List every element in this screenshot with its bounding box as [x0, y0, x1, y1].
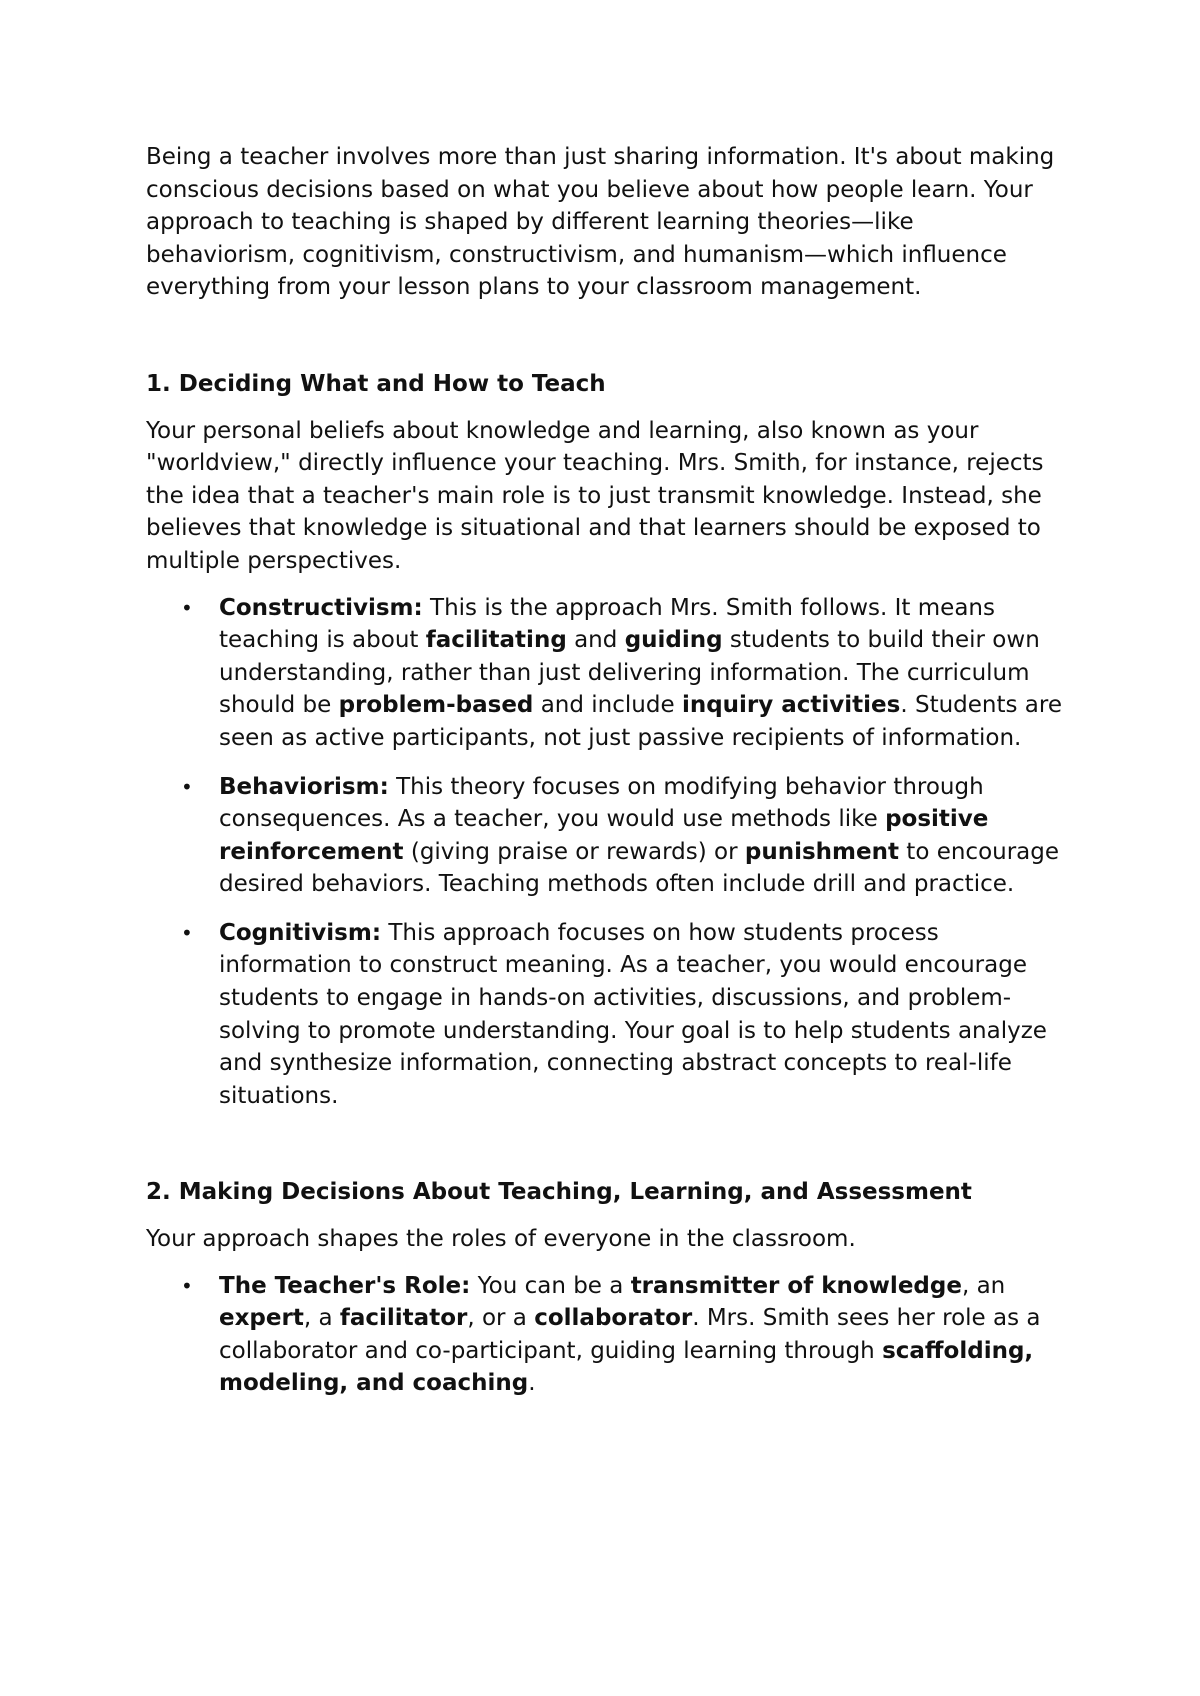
emphasis-text: facilitating: [425, 627, 567, 654]
bullet-list: [146, 1270, 1066, 1400]
section-lead-paragraph: Your personal beliefs about knowledge and learning, also known as your "worldview," directly influence your teaching. Mrs. Smith, for instance, rejects the idea that a teacher's main role is to just transmit knowledge. Instead, she believes that knowledge is situational and that learners should be exposed to multiple perspectives.: [146, 417, 1044, 574]
document-page: [146, 141, 1066, 1416]
list-item-constructivism: [146, 592, 1066, 755]
section-lead-paragraph: Your approach shapes the roles of everyone in the classroom.: [146, 1226, 856, 1253]
bullet-icon: •: [181, 920, 193, 945]
item-text: to encourage desired behaviors. Teaching methods often include drill and practice.: [219, 838, 1060, 898]
list-item-cognitivism: [146, 917, 1066, 1113]
list-item-teacher-role: [146, 1270, 1066, 1400]
item-text: , or a: [467, 1305, 535, 1332]
list-item-behaviorism: [146, 771, 1066, 901]
bullet-list: [146, 592, 1066, 1113]
term-label: The Teacher's Role:: [219, 1272, 471, 1299]
bullet-icon: •: [181, 1273, 193, 1298]
section-deciding-what-to-teach: [146, 368, 1066, 1112]
item-text: . Students are seen as active participants, not just passive recipients of information.: [219, 692, 1062, 751]
item-text: This is the approach Mrs. Smith follows. It means teaching is about: [219, 594, 995, 654]
item-text: , an: [961, 1272, 1006, 1299]
emphasis-text: collaborator: [534, 1305, 693, 1332]
item-text: This theory focuses on modifying behavior through consequences. As a teacher, you would use methods like: [219, 773, 984, 833]
emphasis-text: guiding: [624, 627, 723, 654]
item-text: and: [566, 627, 625, 654]
section-heading: 1. Deciding What and How to Teach: [146, 370, 606, 397]
item-text: You can be a: [470, 1272, 631, 1299]
item-text: .: [528, 1370, 536, 1397]
item-text: , a: [303, 1305, 340, 1332]
item-text: and include: [533, 692, 682, 719]
bullet-icon: •: [181, 774, 193, 799]
section-making-decisions: [146, 1176, 1066, 1400]
emphasis-text: punishment: [744, 838, 899, 865]
emphasis-text: scaffolding, modeling, and coaching: [219, 1337, 1034, 1397]
item-text: . Mrs. Smith sees her role as a collaborator and co-participant, guiding learning through: [219, 1305, 1041, 1364]
emphasis-text: transmitter of knowledge: [630, 1272, 962, 1299]
item-text: This approach focuses on how students process information to construct meaning. As a teacher, you would encourage students to engage in hands-on activities, discussions, and problem-solving to promote understanding. Your goal is to help students analyze and synthesize information, connecting abstract concepts to real-life situations.: [219, 919, 1047, 1109]
term-label: Cognitivism:: [219, 919, 382, 946]
emphasis-text: facilitator: [339, 1305, 468, 1332]
term-label: Constructivism:: [219, 594, 423, 621]
item-text: students to build their own understanding, rather than just delivering information. The curriculum should be: [219, 627, 1040, 719]
section-heading: 2. Making Decisions About Teaching, Learning, and Assessment: [146, 1179, 972, 1206]
emphasis-text: positive reinforcement: [219, 806, 989, 865]
bullet-icon: •: [181, 595, 193, 620]
term-label: Behaviorism:: [219, 773, 389, 800]
emphasis-text: expert: [219, 1305, 304, 1332]
emphasis-text: problem-based: [338, 692, 534, 719]
intro-paragraph: Being a teacher involves more than just sharing information. It's about making conscious decisions based on what you believe about how people learn. Your approach to teaching is shaped by different learning theories—like behaviorism, cognitivism, constructivism, and humanism—which influence everything from your lesson plans to your classroom management.: [146, 144, 1055, 301]
emphasis-text: inquiry activities: [681, 692, 901, 719]
item-text: (giving praise or rewards) or: [403, 838, 745, 865]
